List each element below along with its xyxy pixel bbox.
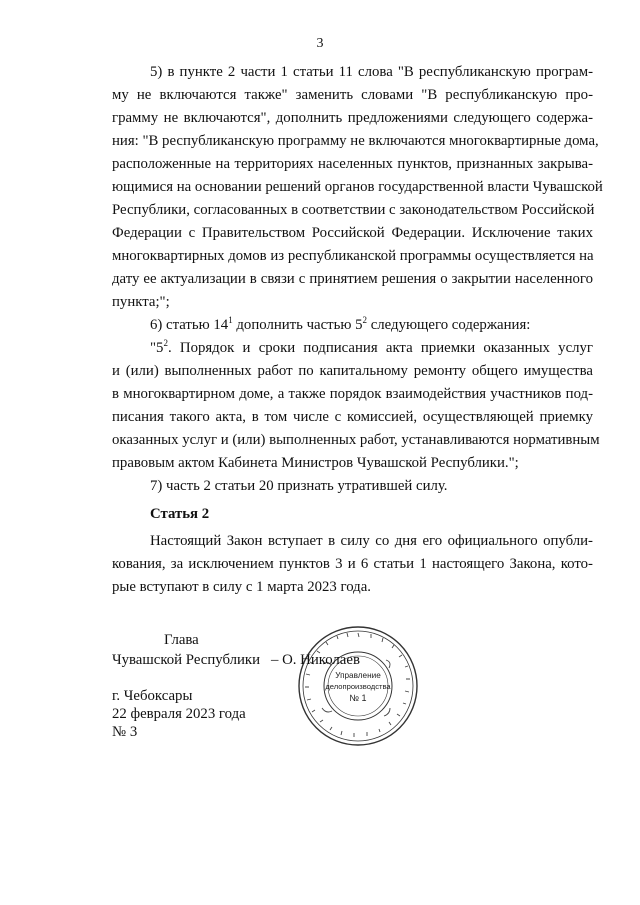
page-number: 3	[316, 36, 324, 51]
item5-line-11: пункта;";	[112, 294, 170, 310]
item5-line-7: Республики, согласованных в соответствии с законодательством Российской	[112, 202, 595, 218]
article-2-heading: Статья 2	[150, 506, 210, 522]
item5-line-2: му не включаются также" заменить словами "В республиканскую про-	[112, 87, 593, 103]
item6-line-2	[150, 337, 593, 360]
article2-line-1: Настоящий Закон вступает в силу со дня его официального опубли-	[150, 533, 593, 549]
item5-line-6: ющимися на основании решений органов государственной власти Чувашской	[112, 179, 603, 195]
article2-line-3: рые вступают в силу с 1 марта 2023 года.	[112, 579, 371, 595]
item5-line-1: 5) в пункте 2 части 1 статьи 11 слова "В республиканскую програм-	[150, 64, 593, 80]
item5-line-3: грамму не включаются", дополнить предложениями следующего содержа-	[112, 110, 593, 126]
item6-line-3: и (или) выполненных работ по капитальному ремонту общего имущества	[112, 363, 593, 379]
seal-text: Управление	[335, 671, 381, 680]
signing-city: г. Чебоксары	[112, 688, 193, 704]
item6-line-4: в многоквартирном доме, а также порядок взаимодействия участников под-	[112, 386, 593, 402]
item6-line-1	[150, 314, 593, 337]
item6-text-a: 6) статью 14	[150, 317, 229, 333]
item6-line-7: правовым актом Кабинета Министров Чувашской Республики.";	[112, 455, 519, 471]
superscript: 1	[228, 315, 233, 326]
official-seal	[296, 624, 420, 748]
item6-text-b: дополнить частью 5	[232, 317, 363, 333]
signature-title: Глава	[164, 632, 199, 648]
item5-line-4: ния: "В республиканскую программу не включаются многоквартирные дома,	[112, 133, 599, 149]
seal-text: № 1	[349, 693, 367, 703]
seal-text: делопроизводства	[325, 682, 391, 691]
item6-quote-start: "5	[150, 340, 164, 356]
signing-date: 22 февраля 2023 года	[112, 706, 246, 722]
item6-line-5: писания такого акта, в том числе с комиссией, осуществляющей приемку	[112, 409, 593, 425]
item7-line: 7) часть 2 статьи 20 признать утратившей силу.	[150, 478, 448, 494]
superscript: 2	[163, 338, 168, 349]
law-number: № 3	[112, 724, 138, 740]
item5-line-10: дату ее актуализации в связи с принятием решения о закрытии населенного	[112, 271, 593, 287]
superscript: 2	[362, 315, 368, 326]
signature-org: Чувашской Республики	[112, 652, 261, 668]
item5-line-5: расположенные на территориях населенных пунктов, признанных закрыва-	[112, 156, 593, 172]
item6-line-6: оказанных услуг и (или) выполненных работ, устанавливаются нормативным	[112, 432, 600, 448]
signature-name: – О. Николаев	[271, 652, 360, 668]
item5-line-8: Федерации с Правительством Российской Федерации. Исключение таких	[112, 225, 593, 241]
article2-line-2: кования, за исключением пунктов 3 и 6 статьи 1 настоящего Закона, кото-	[112, 556, 593, 572]
item6-text-c: следующего содержания:	[367, 317, 531, 333]
item6-quote-text: . Порядок и сроки подписания акта приемки оказанных услуг	[167, 340, 593, 356]
item5-line-9: многоквартирных домов из республиканской программы осуществляется на	[112, 248, 594, 264]
